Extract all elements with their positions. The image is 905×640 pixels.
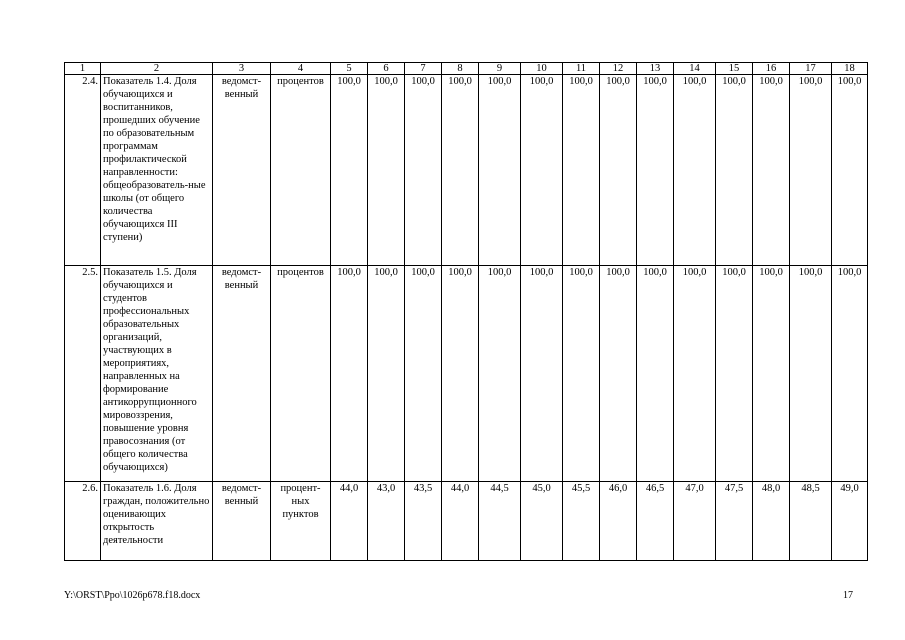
value-cell: 100,0 — [637, 266, 674, 482]
file-path-footer: Y:\ORST\Ppo\1026p678.f18.docx — [64, 590, 201, 601]
value-cell: 100,0 — [405, 75, 442, 266]
column-number: 12 — [600, 63, 637, 75]
column-number: 15 — [716, 63, 753, 75]
row-number: 2.5. — [65, 266, 101, 482]
value-cell: 100,0 — [753, 75, 790, 266]
column-number: 4 — [271, 63, 331, 75]
column-number: 10 — [521, 63, 563, 75]
value-cell: 47,0 — [674, 482, 716, 561]
value-cell: 44,5 — [479, 482, 521, 561]
indicator-name: Показатель 1.5. Доля обучающихся и студентов профессиональных образовательных организаций, участвующих в мероприятиях, направленных на формирование антикоррупционного мировоззрения, повышение уровня правосознания (от общего количества обучающихся) — [101, 266, 213, 482]
value-cell: 100,0 — [368, 266, 405, 482]
indicator-unit: процентов — [271, 75, 331, 266]
row-number: 2.6. — [65, 482, 101, 561]
page-number: 17 — [843, 590, 853, 601]
column-number: 18 — [832, 63, 868, 75]
table-row — [65, 482, 868, 561]
value-cell: 49,0 — [832, 482, 868, 561]
indicators-table — [64, 62, 868, 561]
table-row — [65, 75, 868, 266]
column-number: 1 — [65, 63, 101, 75]
value-cell: 100,0 — [637, 75, 674, 266]
value-cell: 45,0 — [521, 482, 563, 561]
value-cell: 100,0 — [521, 266, 563, 482]
value-cell: 100,0 — [442, 75, 479, 266]
value-cell: 48,0 — [753, 482, 790, 561]
indicator-type: ведомст-венный — [213, 266, 271, 482]
value-cell: 100,0 — [368, 75, 405, 266]
column-number: 2 — [101, 63, 213, 75]
value-cell: 43,0 — [368, 482, 405, 561]
column-number: 8 — [442, 63, 479, 75]
indicator-unit: процентов — [271, 266, 331, 482]
value-cell: 100,0 — [674, 266, 716, 482]
value-cell: 44,0 — [331, 482, 368, 561]
indicator-type: ведомст-венный — [213, 75, 271, 266]
value-cell: 100,0 — [563, 75, 600, 266]
value-cell: 100,0 — [331, 266, 368, 482]
column-number: 7 — [405, 63, 442, 75]
column-number: 11 — [563, 63, 600, 75]
value-cell: 100,0 — [832, 75, 868, 266]
value-cell: 100,0 — [600, 75, 637, 266]
value-cell: 45,5 — [563, 482, 600, 561]
row-number: 2.4. — [65, 75, 101, 266]
column-number: 3 — [213, 63, 271, 75]
column-number: 17 — [790, 63, 832, 75]
value-cell: 100,0 — [716, 266, 753, 482]
value-cell: 100,0 — [521, 75, 563, 266]
value-cell: 100,0 — [600, 266, 637, 482]
value-cell: 47,5 — [716, 482, 753, 561]
column-number-row — [65, 63, 868, 75]
column-number: 5 — [331, 63, 368, 75]
value-cell: 44,0 — [442, 482, 479, 561]
value-cell: 100,0 — [716, 75, 753, 266]
column-number: 9 — [479, 63, 521, 75]
indicator-name: Показатель 1.4. Доля обучающихся и воспитанников, прошедших обучение по образовательным программам профилактической направленности: общеобразователь-ные школы (от общего количества обучающихся III ступени) — [101, 75, 213, 266]
value-cell: 100,0 — [442, 266, 479, 482]
value-cell: 46,5 — [637, 482, 674, 561]
column-number: 13 — [637, 63, 674, 75]
column-number: 6 — [368, 63, 405, 75]
column-number: 16 — [753, 63, 790, 75]
value-cell: 100,0 — [790, 266, 832, 482]
value-cell: 48,5 — [790, 482, 832, 561]
value-cell: 100,0 — [331, 75, 368, 266]
value-cell: 100,0 — [479, 266, 521, 482]
value-cell: 100,0 — [753, 266, 790, 482]
value-cell: 100,0 — [674, 75, 716, 266]
value-cell: 100,0 — [790, 75, 832, 266]
indicator-name: Показатель 1.6. Доля граждан, положительно оценивающих открытость деятельности — [101, 482, 213, 561]
column-number: 14 — [674, 63, 716, 75]
value-cell: 43,5 — [405, 482, 442, 561]
value-cell: 46,0 — [600, 482, 637, 561]
indicator-unit: процент-ных пунктов — [271, 482, 331, 561]
value-cell: 100,0 — [832, 266, 868, 482]
indicator-type: ведомст-венный — [213, 482, 271, 561]
value-cell: 100,0 — [479, 75, 521, 266]
table-row — [65, 266, 868, 482]
value-cell: 100,0 — [563, 266, 600, 482]
value-cell: 100,0 — [405, 266, 442, 482]
